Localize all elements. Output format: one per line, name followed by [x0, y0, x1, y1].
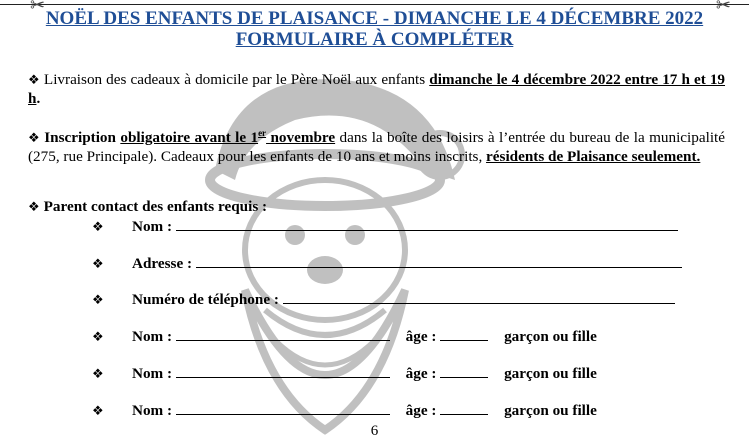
- diamond-bullet-icon: ❖: [28, 72, 40, 87]
- parent-contact-heading: ❖ Parent contact des enfants requis :: [28, 198, 268, 215]
- child-age-input[interactable]: [440, 326, 488, 341]
- registration-paragraph: ❖ Inscription obligatoire avant le 1er novembre dans la boîte des loisirs à l’entrée du bureau de la municipalité (275, rue Principale). Cadeaux pour les enfants de 10 ans et moins inscrits, résidents de Plaisance seulement.: [28, 128, 725, 166]
- child-age-input[interactable]: [440, 400, 488, 415]
- santa-watermark-icon: [175, 60, 475, 440]
- child-row: ❖ Nom : âge : garçon ou fille: [92, 328, 597, 345]
- address-input[interactable]: [196, 253, 682, 268]
- scissors-icon: ✂: [715, 0, 731, 15]
- form-title: NOËL DES ENFANTS DE PLAISANCE - DIMANCHE LE 4 DÉCEMBRE 2022: [45, 8, 704, 29]
- address-field: ❖ Adresse :: [92, 253, 682, 273]
- child-row: ❖ Nom : âge : garçon ou fille: [92, 365, 597, 382]
- diamond-bullet-icon: ❖: [92, 256, 104, 271]
- diamond-bullet-icon: ❖: [92, 219, 104, 234]
- child-row: ❖ Nom : âge : garçon ou fille: [92, 402, 597, 419]
- parent-name-field: ❖ Nom :: [92, 216, 678, 236]
- child-name-input[interactable]: [176, 326, 390, 341]
- child-name-input[interactable]: [176, 363, 390, 378]
- child-age-input[interactable]: [440, 363, 488, 378]
- diamond-bullet-icon: ❖: [92, 403, 104, 418]
- page-number: 6: [370, 423, 379, 439]
- phone-field: ❖ Numéro de téléphone :: [92, 289, 675, 309]
- form-subtitle: FORMULAIRE À COMPLÉTER: [235, 29, 514, 50]
- child-name-input[interactable]: [176, 400, 390, 415]
- cut-line: [0, 4, 749, 5]
- parent-name-input[interactable]: [176, 216, 678, 231]
- phone-input[interactable]: [283, 289, 675, 304]
- diamond-bullet-icon: ❖: [92, 329, 104, 344]
- diamond-bullet-icon: ❖: [28, 130, 41, 146]
- diamond-bullet-icon: ❖: [28, 199, 40, 214]
- delivery-paragraph: ❖ Livraison des cadeaux à domicile par le Père Noël aux enfants dimanche le 4 décembre 2022 entre 17 h et 19 h.: [28, 71, 726, 107]
- scissors-icon: ✂: [30, 0, 46, 15]
- diamond-bullet-icon: ❖: [92, 366, 104, 381]
- diamond-bullet-icon: ❖: [92, 292, 104, 307]
